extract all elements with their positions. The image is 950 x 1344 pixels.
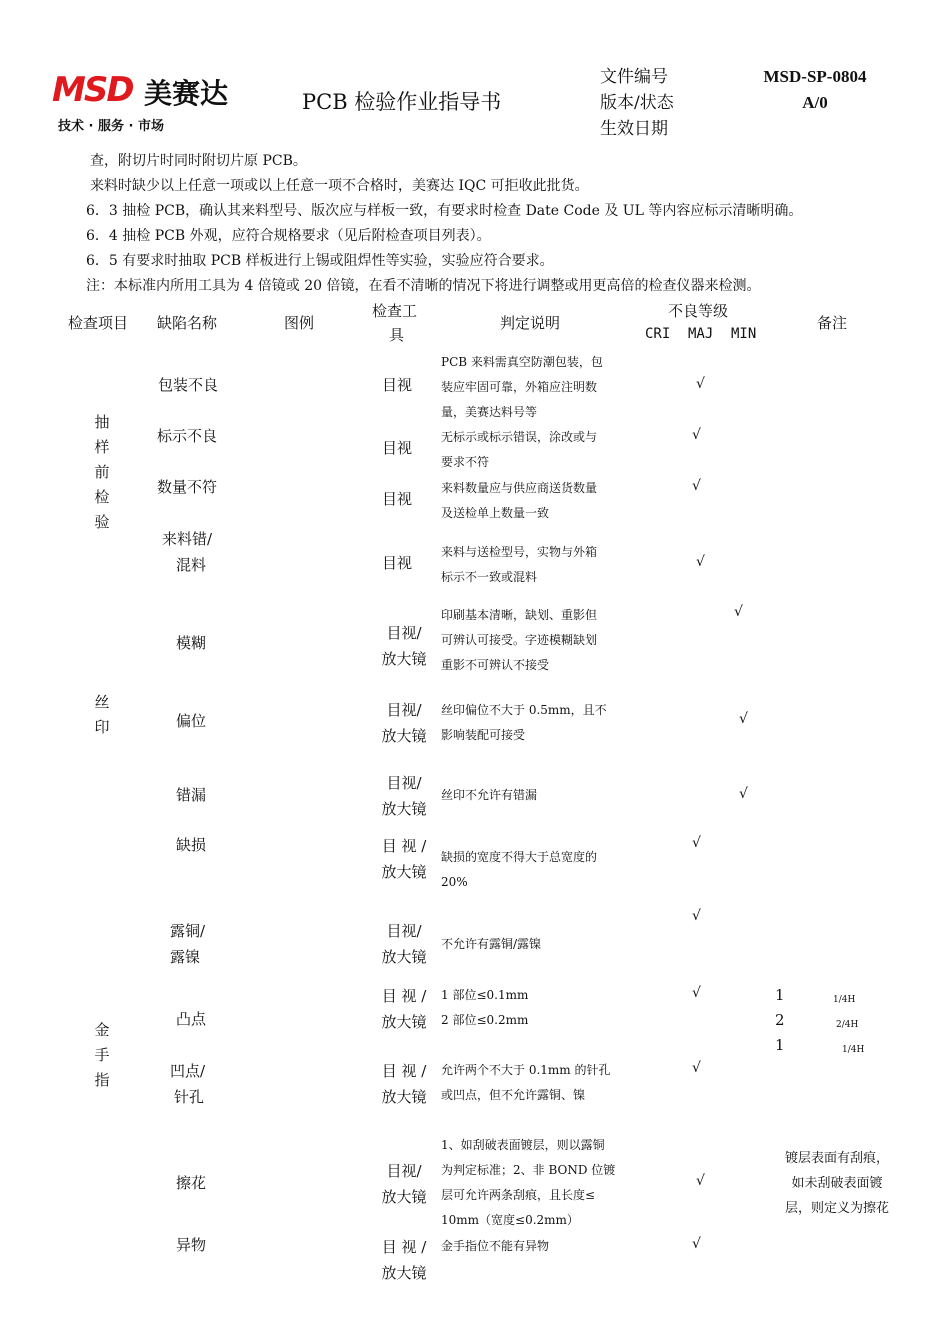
judgement-text: 1、如刮破表面镀层，则以露铜 为判定标准；2、非 BOND 位镀 层可允许两条刮痕，且长度≤ 10mm（宽度≤0.2mm） <box>441 1138 616 1227</box>
intro-line: 6．5 有要求时抽取 PCB 样板进行上锡或阻焊性等实验，实验应符合要求。 <box>86 253 554 269</box>
defect-name: 露铜/ 露镍 <box>170 922 206 966</box>
defect-name: 凹点/ 针孔 <box>170 1062 206 1106</box>
judgement-text: 丝印不允许有错漏 <box>441 788 538 802</box>
header-level: 不良等级 <box>668 302 729 320</box>
intro-line: 查，附切片时同时附切片原 PCB。 <box>90 153 307 169</box>
defect-name: 包装不良 <box>158 376 219 394</box>
intro-line: 来料时缺少以上任意一项或以上任意一项不合格时，美赛达 IQC 可拒收此批货。 <box>90 178 589 194</box>
judgement-text: PCB 来料需真空防潮包装，包 装应牢固可靠，外箱应注明数 量，美赛达料号等 <box>441 355 603 419</box>
judgement-text: 缺损的宽度不得大于总宽度的 20% <box>441 850 598 889</box>
meta-label-doc-no: 文件编号 <box>600 67 668 87</box>
header-remark: 备注 <box>817 314 848 332</box>
defect-name: 偏位 <box>176 712 207 730</box>
judgement-text: 允许两个不大于 0.1mm 的针孔 或凹点，但不允许露铜、镍 <box>441 1063 611 1102</box>
inspection-tool: 目视 <box>382 490 413 508</box>
defect-name: 异物 <box>176 1236 207 1254</box>
inspection-tool: 目 视 / 放大镜 <box>381 837 427 881</box>
check-mark-min: √ <box>734 604 743 620</box>
check-mark-maj: √ <box>692 478 701 494</box>
header-figure: 图例 <box>284 314 315 332</box>
remark-index: 1 2 1 <box>775 986 785 1054</box>
check-mark-maj: √ <box>696 1173 705 1189</box>
check-mark-min: √ <box>739 786 748 802</box>
defect-name: 标示不良 <box>157 427 218 445</box>
check-mark-min: √ <box>739 711 748 727</box>
header-maj: MAJ <box>688 326 714 342</box>
logo-cn-name: 美赛达 <box>144 77 229 110</box>
check-mark-maj: √ <box>692 908 701 924</box>
intro-line: 6．4 抽检 PCB 外观，应符合规格要求（见后附检查项目列表）。 <box>86 228 491 244</box>
inspection-tool: 目视/ 放大镜 <box>381 701 427 745</box>
defect-name: 错漏 <box>176 786 207 804</box>
check-mark-maj: √ <box>692 835 701 851</box>
defect-name: 模糊 <box>176 634 207 652</box>
check-mark-maj: √ <box>692 1236 701 1252</box>
header-defect: 缺陷名称 <box>157 314 218 332</box>
defect-name: 擦花 <box>176 1174 207 1192</box>
meta-values <box>745 64 885 116</box>
check-mark-maj: √ <box>696 376 705 392</box>
defect-name: 数量不符 <box>157 478 218 496</box>
group-label-silkscreen: 丝 印 <box>94 693 110 736</box>
judgement-text: 印刷基本清晰，缺划、重影但 可辨认可接受。字迹模糊缺划 重影不可辨认不接受 <box>441 608 598 672</box>
judgement-text: 不允许有露铜/露镍 <box>441 937 542 951</box>
inspection-tool: 目视 <box>382 554 413 572</box>
inspection-tool: 目 视 / 放大镜 <box>381 987 427 1031</box>
remark-unit: 1/4H <box>833 995 856 1005</box>
check-mark-maj: √ <box>696 554 705 570</box>
judgement-text: 金手指位不能有异物 <box>441 1239 550 1253</box>
document-title: PCB 检验作业指导书 <box>302 90 502 114</box>
header-item: 检查项目 <box>68 314 129 332</box>
header-cri: CRI <box>645 326 671 342</box>
header-min: MIN <box>731 326 757 342</box>
intro-line: 6．3 抽检 PCB，确认其来料型号、版次应与样板一致，有要求时检查 Date Code 及 UL 等内容应标示清晰明确。 <box>86 203 803 219</box>
check-mark-maj: √ <box>692 1060 701 1076</box>
remark-text: 镀层表面有刮痕， 如未刮破表面镀 层，则定义为擦花 <box>784 1151 889 1216</box>
logo-slogan: 技术 · 服务 · 市场 <box>58 119 164 134</box>
check-mark-maj: √ <box>692 427 701 443</box>
group-label-gold-finger: 金 手 指 <box>94 1021 110 1089</box>
remark-unit: 2/4H <box>836 1020 859 1030</box>
logo-brand: MSD <box>52 70 133 110</box>
header-tool-cont: 具 <box>389 326 405 344</box>
intro-line: 注：本标准内所用工具为 4 倍镜或 20 倍镜，在看不清晰的情况下将进行调整或用更高倍的检查仪器来检测。 <box>86 278 761 294</box>
judgement-text: 来料数量应与供应商送货数量 及送检单上数量一致 <box>441 481 598 520</box>
inspection-tool: 目 视 / 放大镜 <box>381 1062 427 1106</box>
judgement-text: 来料与送检型号，实物与外箱 标示不一致或混料 <box>441 545 598 584</box>
group-label-pre-sampling: 抽 样 前 检 验 <box>94 413 110 531</box>
check-mark-maj: √ <box>692 985 701 1001</box>
inspection-tool: 目视 <box>382 439 413 457</box>
meta-value-version: A/0 <box>802 93 828 112</box>
inspection-tool: 目视/ 放大镜 <box>381 774 427 818</box>
header-judge: 判定说明 <box>500 314 561 332</box>
company-logo <box>52 70 229 134</box>
judgement-text: 1 部位≤0.1mm 2 部位≤0.2mm <box>441 988 529 1027</box>
inspection-tool: 目 视 / 放大镜 <box>381 1238 427 1282</box>
inspection-tool: 目视 <box>382 376 413 394</box>
meta-label-effective-date: 生效日期 <box>600 119 668 139</box>
defect-name: 来料错/ 混料 <box>162 530 213 574</box>
header-tool: 检查工 <box>372 302 418 320</box>
meta-labels <box>600 64 690 142</box>
defect-name: 凸点 <box>176 1010 207 1028</box>
inspection-tool: 目视/ 放大镜 <box>381 624 427 668</box>
judgement-text: 无标示或标示错误，涂改或与 要求不符 <box>441 430 598 469</box>
defect-name: 缺损 <box>176 836 207 854</box>
judgement-text: 丝印偏位不大于 0.5mm，且不 影响装配可接受 <box>441 703 607 742</box>
meta-value-doc-no: MSD-SP-0804 <box>763 67 867 86</box>
remark-unit: 1/4H <box>842 1045 865 1055</box>
meta-label-version: 版本/状态 <box>600 93 674 113</box>
inspection-tool: 目视/ 放大镜 <box>381 922 427 966</box>
inspection-tool: 目视/ 放大镜 <box>381 1162 427 1206</box>
